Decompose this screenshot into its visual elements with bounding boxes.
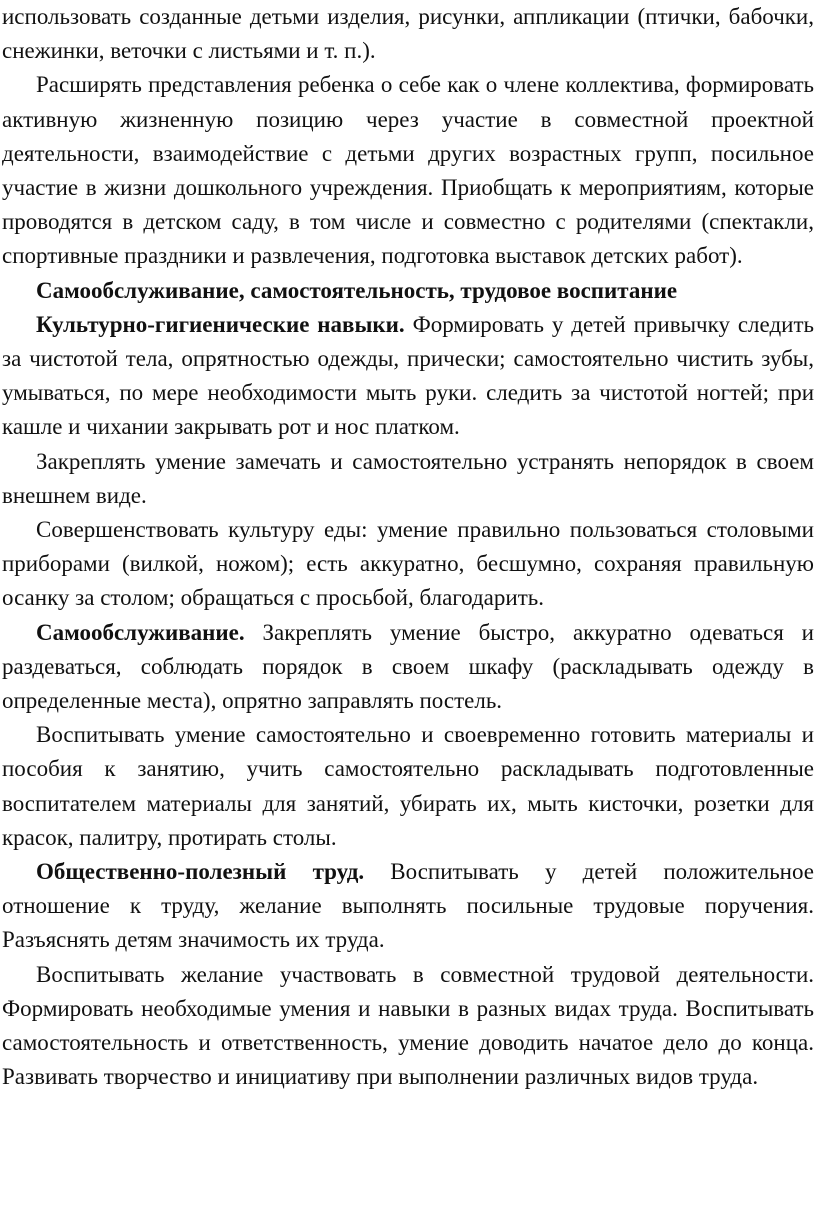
paragraph-joint-work: Воспитывать желание участвовать в совместной трудовой деятельности. Формировать необходимые умения и навыки в разных видах труда. Воспитывать самостоятельность и ответственность, умение доводить начатое дело до конца. Развивать творчество и инициативу при выполнении различных видов труда. [2, 961, 814, 1090]
paragraph-appearance: Закреплять умение замечать и самостоятельно устранять непорядок в своем внешнем виде. [2, 448, 814, 508]
hygiene-term: Культурно-гигиенические навыки. [36, 311, 405, 337]
paragraph-selfservice [2, 616, 814, 719]
paragraph-labor [2, 855, 814, 958]
paragraph-continuation: использовать созданные детьми изделия, рисунки, аппликации (птички, бабочки, снежинки, веточки с листьями и т. п.). [2, 4, 814, 64]
hygiene-text: Формировать у детей привычку следить за чистотой тела, опрятностью одежды, прически; самостоятельно чистить зубы, умываться, по мере необходимости мыть руки. следить за чистотой ногтей; при кашле и чихании закрывать рот и нос платком. [2, 311, 814, 440]
paragraph-collective: Расширять представления ребенка о себе как о члене коллектива, формировать активную жизненную позицию через участие в совместной проектной деятельности, взаимодействие с детьми других возрастных групп, посильное участие в жизни дошкольного учреждения. Приобщать к мероприятиям, которые проводятся в детском саду, в том числе и совместно с родителями (спектакли, спортивные праздники и развлечения, подготовка выставок детских работ). [2, 72, 814, 269]
paragraph-hygiene [2, 308, 814, 445]
labor-term: Общественно-полезный труд. [36, 859, 365, 885]
paragraph-materials: Воспитывать умение самостоятельно и своевременно готовить материалы и пособия к занятию, учить самостоятельно раскладывать подготовленные воспитателем материалы для занятий, убирать их, мыть кисточки, розетки для красок, палитру, протирать столы. [2, 722, 814, 850]
paragraph-eating: Совершенствовать культуру еды: умение правильно пользоваться столовыми приборами (вилкой, ножом); есть аккуратно, бесшумно, сохраняя правильную осанку за столом; обращаться с просьбой, благодарить. [2, 517, 814, 611]
labor-text: Воспитывать у детей положительное отношение к труду, желание выполнять посильные трудовые поручения. Разъяснять детям значимость их труда. [2, 859, 814, 953]
section-heading: Самообслуживание, самостоятельность, трудовое воспитание [36, 277, 678, 303]
selfservice-term: Самообслуживание. [36, 619, 245, 645]
selfservice-text: Закреплять умение быстро, аккуратно одеваться и раздеваться, соблюдать порядок в своем шкафу (раскладывать одежду в определенные места), опрятно заправлять постель. [2, 619, 814, 714]
